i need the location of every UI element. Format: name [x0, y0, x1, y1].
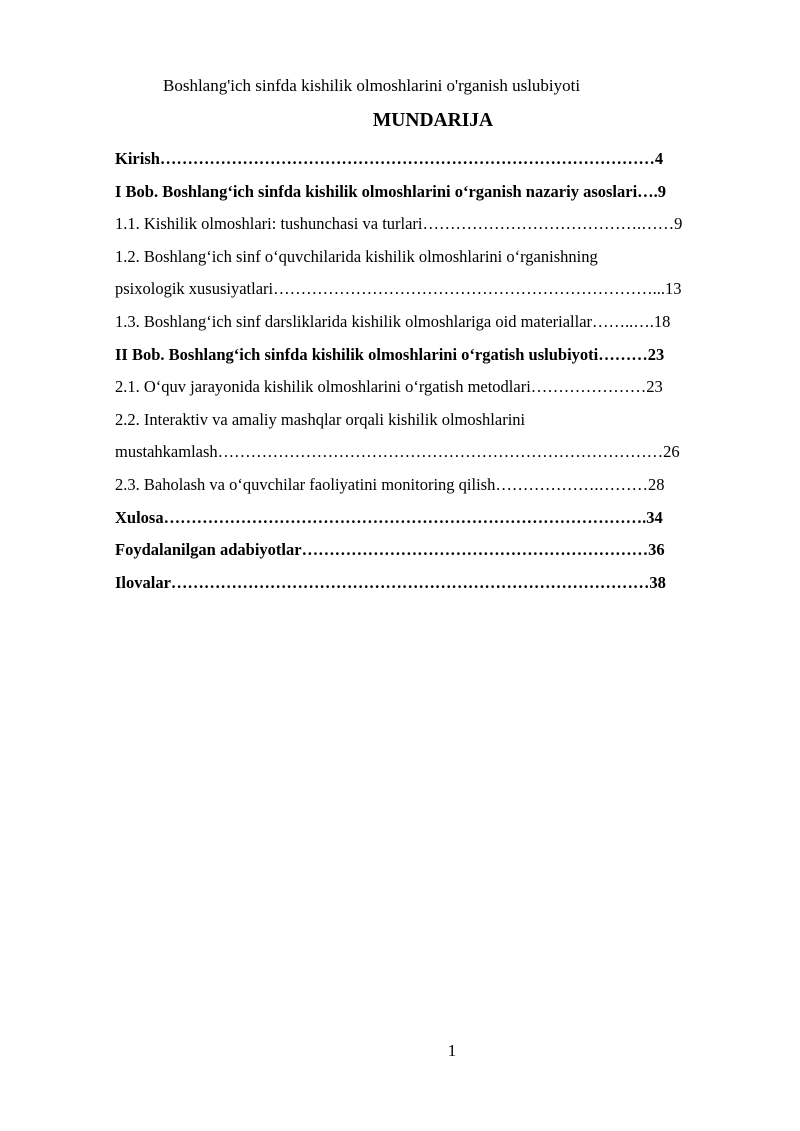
- page-number: 1: [447, 1041, 457, 1060]
- toc-entry-ilovalar: Ilovalar……………………………………………………………………………38: [115, 572, 666, 592]
- toc-entry-xulosa: Xulosa…………………………………………………………………………….34: [115, 507, 663, 527]
- toc-entry-kirish: Kirish………………………………………………………………………………4: [115, 149, 664, 168]
- toc-entry-chapter-2: II Bob. Boshlang‘ich sinfda kishilik olmoshlarini o‘rgatish uslubiyoti………23: [115, 344, 665, 364]
- toc-entry-1-3: 1.3. Boshlang‘ich sinf darsliklarida kishilik olmoshlariga oid materiallar……..….18: [115, 311, 671, 331]
- toc-entry-1-1: 1.1. Kishilik olmoshlari: tushunchasi va turlari………………………………….……9: [115, 214, 683, 234]
- table-of-contents: [115, 146, 745, 602]
- toc-entry-2-1: 2.1. O‘quv jarayonida kishilik olmoshlarini o‘rgatish metodlari…………………23: [115, 377, 663, 397]
- toc-heading: MUNDARIJA: [372, 110, 494, 131]
- toc-entry-2-2-line2: mustahkamlash………………………………………………………………………26: [115, 442, 680, 462]
- toc-entry-2-2-line1: 2.2. Interaktiv va amaliy mashqlar orqali kishilik olmoshlarini: [115, 409, 526, 429]
- toc-entry-chapter-1: I Bob. Boshlang‘ich sinfda kishilik olmoshlarini o‘rganish nazariy asoslari….9: [115, 181, 667, 201]
- toc-entry-1-2-line2: psixologik xususiyatlari……………………………………………………………...13: [115, 279, 682, 299]
- toc-entry-1-2-line1: 1.2. Boshlang‘ich sinf o‘quvchilarida kishilik olmoshlarini o‘rganishning: [115, 246, 598, 266]
- toc-entry-adabiyotlar: Foydalanilgan adabiyotlar………………………………………………………36: [115, 540, 665, 560]
- toc-entry-2-3: 2.3. Baholash va o‘quvchilar faoliyatini monitoring qilish……………….………28: [115, 474, 665, 494]
- document-title: Boshlang'ich sinfda kishilik olmoshlarini o'rganish uslubiyoti: [163, 76, 581, 95]
